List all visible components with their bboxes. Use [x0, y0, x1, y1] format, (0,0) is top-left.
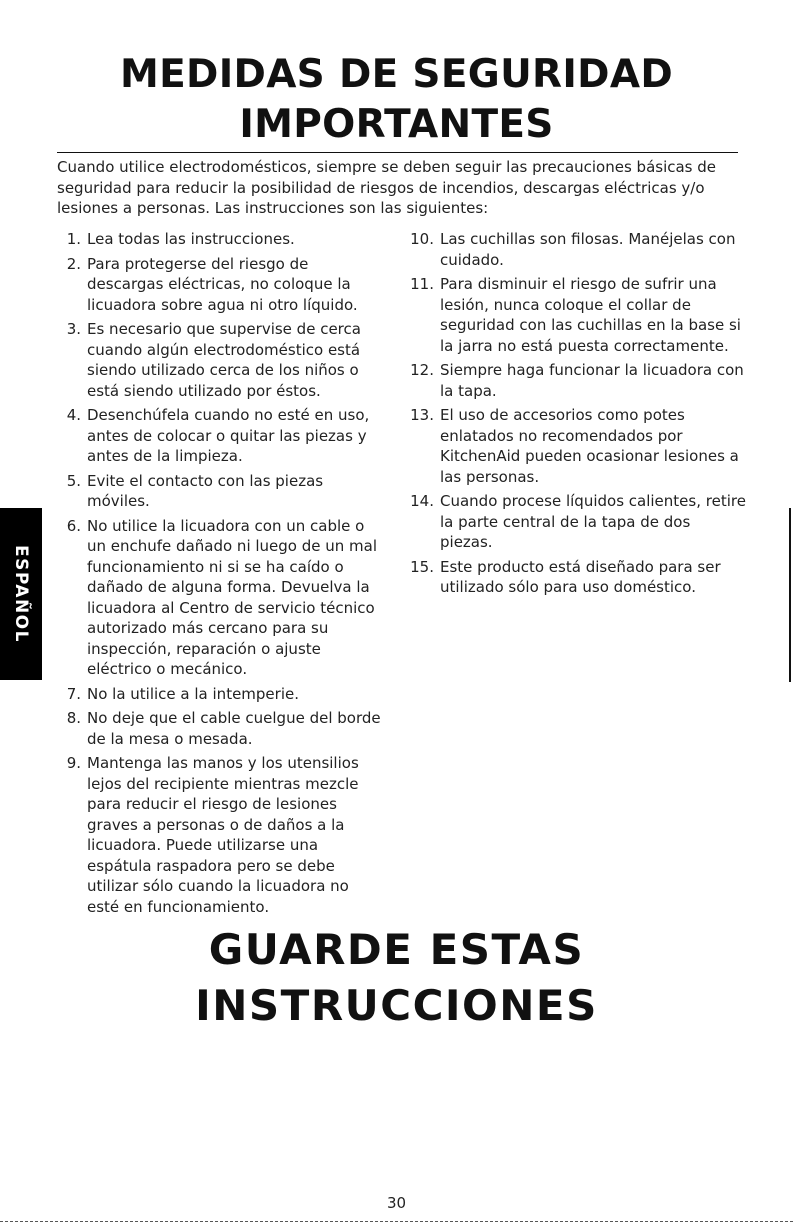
list-item	[63, 319, 383, 401]
item-text: Para disminuir el riesgo de sufrir una lesión, nunca coloque el collar de seguridad con las cuchillas en la base si la jarra no está puesta correctamente.	[440, 275, 741, 355]
item-text: Cuando procese líquidos calientes, retire la parte central de la tapa de dos piezas.	[440, 492, 746, 551]
item-text: Para protegerse del riesgo de descargas eléctricas, no coloque la licuadora sobre agua ni otro líquido.	[87, 254, 358, 314]
item-text: El uso de accesorios como potes enlatados no recomendados por KitchenAid pueden ocasionar lesiones a las personas.	[440, 406, 739, 486]
list-item	[410, 557, 746, 598]
item-text: No la utilice a la intemperie.	[87, 684, 299, 703]
item-number: 8.	[66, 709, 81, 727]
item-text: Mantenga las manos y los utensilios lejos del recipiente mientras mezcle para reducir el riesgo de lesiones graves a personas o de daños a la licuadora. Puede utilizarse una espátula raspadora pero se debe utilizar sólo cuando la licuadora no esté en funcionamiento.	[87, 754, 359, 916]
item-number: 10.	[410, 230, 434, 248]
item-text: Evite el contacto con las piezas móviles.	[87, 471, 324, 510]
item-number: 2.	[66, 254, 81, 273]
item-text: Este producto está diseñado para ser utilizado sólo para uso doméstico.	[440, 557, 721, 596]
item-text: No deje que el cable cuelgue del borde de la mesa o mesada.	[87, 709, 381, 748]
item-number: 5.	[66, 471, 81, 490]
page-bottom-border	[0, 1221, 793, 1222]
list-item	[410, 491, 746, 553]
list-item	[410, 360, 746, 401]
item-text: Las cuchillas son filosas. Manéjelas con cuidado.	[440, 230, 736, 269]
page-number: 30	[386, 1194, 407, 1212]
list-item	[63, 684, 383, 705]
list-item	[63, 516, 383, 680]
intro-paragraph: Cuando utilice electrodomésticos, siempre se deben seguir las precauciones básicas de seguridad para reducir la posibilidad de riesgos de incendios, descargas eléctricas y/o lesiones a personas. Las instrucciones son las siguientes:	[57, 158, 717, 217]
title-line-1: MEDIDAS DE SEGURIDAD	[119, 52, 674, 97]
item-text: Es necesario que supervise de cerca cuando algún electrodoméstico está siendo utilizado cerca de los niños o está siendo utilizado por éstos.	[87, 320, 361, 400]
list-item	[63, 708, 383, 749]
item-number: 12.	[410, 361, 434, 379]
list-item	[63, 405, 383, 467]
language-tab-label: ESPAÑOL	[11, 545, 31, 643]
item-number: 14.	[410, 492, 434, 510]
item-number: 4.	[66, 406, 81, 424]
instructions-list-left	[63, 229, 383, 921]
save-instructions-heading: GUARDE ESTAS INSTRUCCIONES	[195, 925, 598, 1030]
list-item	[63, 471, 383, 512]
item-number: 6.	[66, 516, 81, 535]
item-number: 1.	[66, 230, 81, 248]
item-number: 13.	[410, 406, 434, 424]
list-item	[63, 229, 383, 250]
title-line-2: IMPORTANTES	[239, 102, 554, 147]
item-text: Siempre haga funcionar la licuadora con la tapa.	[440, 361, 744, 400]
item-text: Desenchúfela cuando no esté en uso, antes de colocar o quitar las piezas y antes de la limpieza.	[87, 406, 370, 465]
item-number: 15.	[410, 557, 434, 576]
list-item	[410, 274, 746, 356]
list-item	[410, 229, 746, 270]
item-text: Lea todas las instrucciones.	[87, 230, 295, 248]
title-divider	[57, 152, 738, 153]
item-number: 9.	[66, 754, 81, 772]
page-edge-marker	[789, 508, 791, 682]
list-item	[63, 753, 383, 917]
item-number: 3.	[66, 320, 81, 338]
item-number: 11.	[410, 275, 434, 293]
language-side-tab	[0, 508, 42, 680]
list-item	[410, 405, 746, 487]
item-text: No utilice la licuadora con un cable o un enchufe dañado ni luego de un mal funcionamiento ni si se ha caído o dañado de alguna forma. Devuelva la licuadora al Centro de servicio técnico autorizado más cercano para su inspección, reparación o ajuste eléctrico o mecánico.	[87, 516, 378, 678]
list-item	[63, 254, 383, 316]
instructions-list-right	[410, 229, 746, 602]
item-number: 7.	[66, 684, 81, 703]
page-title	[0, 50, 793, 150]
